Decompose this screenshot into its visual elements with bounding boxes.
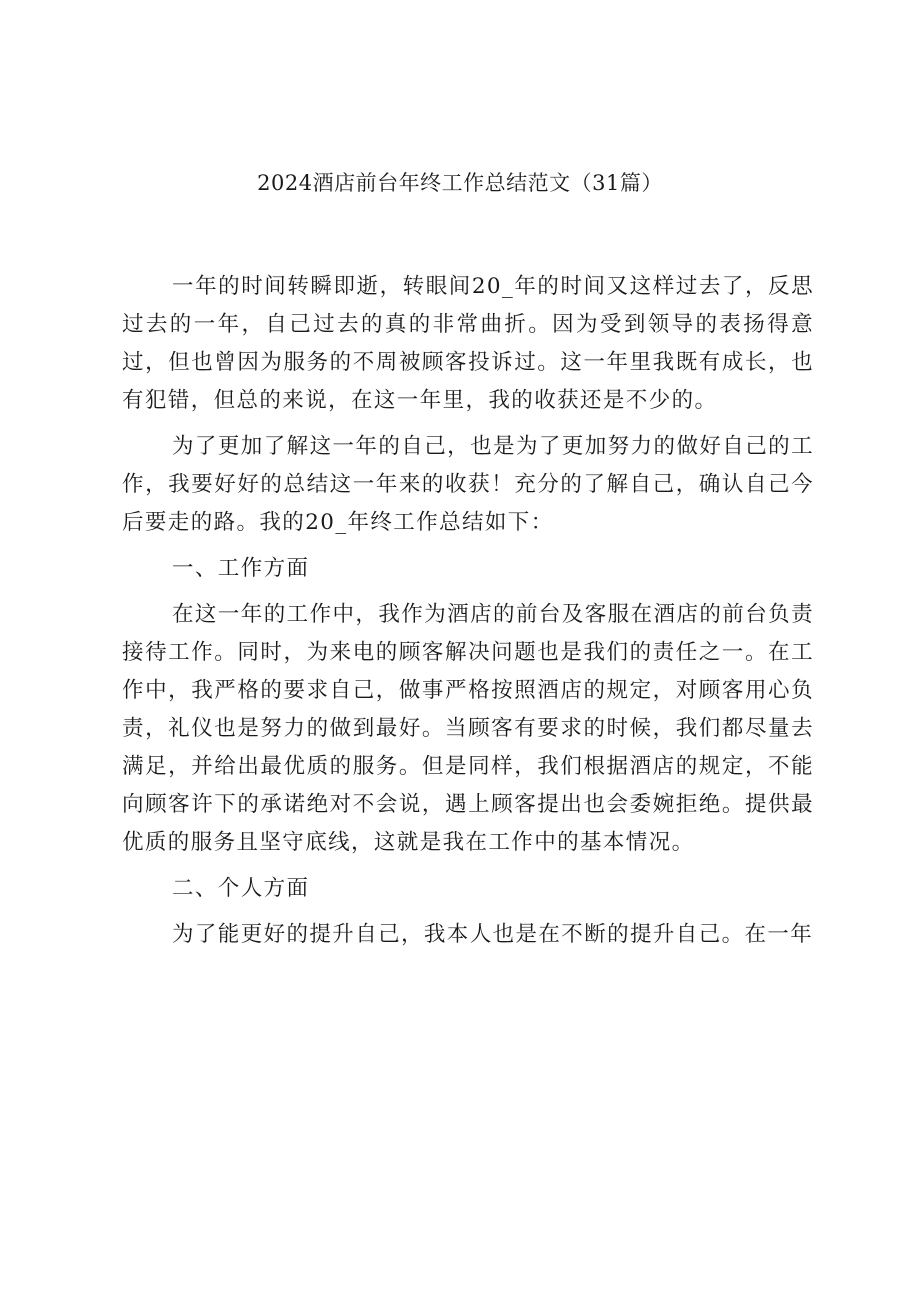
- paragraph-purpose: 为了更加了解这一年的自己，也是为了更加努力的做好自己的工作，我要好好的总结这一年来的收获！充分的了解自己，确认自己今后要走的路。我的20_年终工作总结如下：: [122, 434, 814, 535]
- document-body: [122, 268, 814, 954]
- section-heading-work: 一、工作方面: [172, 556, 310, 581]
- paragraph-work: 在这一年的工作中，我作为酒店的前台及客服在酒店的前台负责接待工作。同时，为来电的顾客解决问题也是我们的责任之一。在工作中，我严格的要求自己，做事严格按照酒店的规定，对顾客用心负责，礼仪也是努力的做到最好。当顾客有要求的时候，我们都尽量去满足，并给出最优质的服务。但是同样，我们根据酒店的规定，不能向顾客许下的承诺绝对不会说，遇上顾客提出也会委婉拒绝。提供最优质的服务且坚守底线，这就是我在工作中的基本情况。: [122, 602, 814, 855]
- paragraph-intro: 一年的时间转瞬即逝，转眼间20_年的时间又这样过去了，反思过去的一年，自己过去的真的非常曲折。因为受到领导的表扬得意过，但也曾因为服务的不周被顾客投诉过。这一年里我既有成长，也有犯错，但总的来说，在这一年里，我的收获还是不少的。: [122, 274, 814, 413]
- section-heading-personal: 二、个人方面: [172, 876, 310, 901]
- document-title: 2024酒店前台年终工作总结范文（31篇）: [257, 171, 663, 195]
- paragraph-personal: 为了能更好的提升自己，我本人也是在不断的提升自己。在一年: [172, 922, 814, 947]
